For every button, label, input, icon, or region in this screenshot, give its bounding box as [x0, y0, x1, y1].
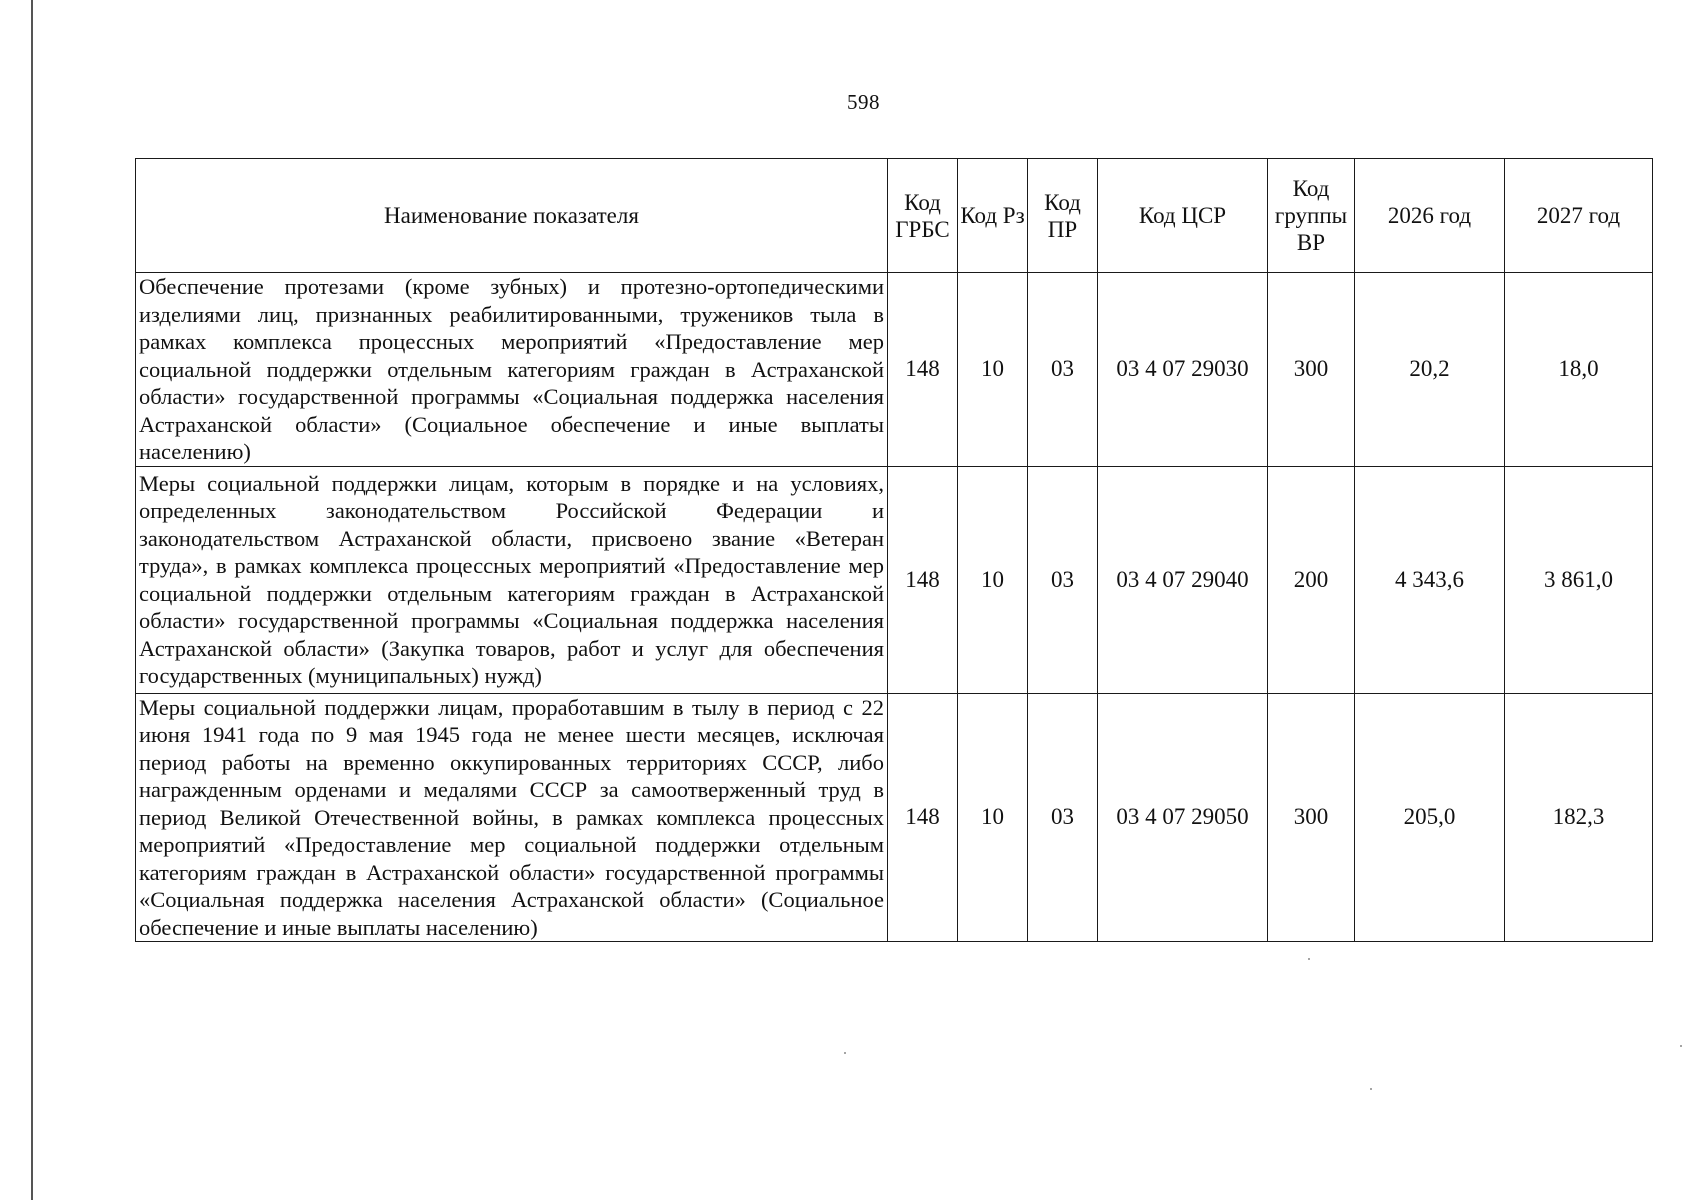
row-amount-2026: 4 343,6 [1355, 466, 1505, 693]
row-amount-2027: 18,0 [1505, 273, 1653, 467]
row-indicator-name: Меры социальной поддержки лицам, проработавшим в тылу в период с 22 июня 1941 года по 9 мая 1945 года не менее шести месяцев, исключая период работы на временно оккупированных территориях СССР, либо награжденным орденами и медалями СССР за самоотверженный труд в период Великой Отечественной войны, в рамках комплекса процессных мероприятий «Предоставление мер социальной поддержки отдельным категориям граждан в Астраханской области» государственной программы «Социальная поддержка населения Астраханской области» (Социальное обеспечение и иные выплаты населению) [136, 693, 888, 942]
header-rz-code: Код Рз [958, 159, 1028, 273]
row-pr-code: 03 [1028, 693, 1098, 942]
row-amount-2027: 3 861,0 [1505, 466, 1653, 693]
binding-edge-line [31, 0, 33, 1200]
row-amount-2026: 205,0 [1355, 693, 1505, 942]
header-indicator-name: Наименование показателя [136, 159, 888, 273]
row-csr-code: 03 4 07 29040 [1098, 466, 1268, 693]
budget-table [135, 158, 1653, 942]
row-amount-2027: 182,3 [1505, 693, 1653, 942]
scan-speck [1680, 1045, 1682, 1047]
header-vr-group-code: Код группы ВР [1268, 159, 1355, 273]
table-row [136, 466, 1653, 693]
row-vr-group-code: 200 [1268, 466, 1355, 693]
row-grbs-code: 148 [888, 466, 958, 693]
row-pr-code: 03 [1028, 466, 1098, 693]
row-rz-code: 10 [958, 273, 1028, 467]
scan-speck [1308, 958, 1310, 960]
header-year-2027: 2027 год [1505, 159, 1653, 273]
table-header-row [136, 159, 1653, 273]
row-rz-code: 10 [958, 466, 1028, 693]
row-csr-code: 03 4 07 29050 [1098, 693, 1268, 942]
row-pr-code: 03 [1028, 273, 1098, 467]
page-number: 598 [847, 90, 880, 114]
row-amount-2026: 20,2 [1355, 273, 1505, 467]
header-year-2026: 2026 год [1355, 159, 1505, 273]
row-vr-group-code: 300 [1268, 693, 1355, 942]
header-csr-code: Код ЦСР [1098, 159, 1268, 273]
row-indicator-name: Обеспечение протезами (кроме зубных) и протезно-ортопедическими изделиями лиц, признанных реабилитированными, тружеников тыла в рамках комплекса процессных мероприятий «Предоставление мер социальной поддержки отдельным категориям граждан в Астраханской области» государственной программы «Социальная поддержка населения Астраханской области» (Социальное обеспечение и иные выплаты населению) [136, 273, 888, 467]
table-row [136, 273, 1653, 467]
header-pr-code: Код ПР [1028, 159, 1098, 273]
table-row [136, 693, 1653, 942]
row-indicator-name: Меры социальной поддержки лицам, которым в порядке и на условиях, определенных законодательством Российской Федерации и законодательством Астраханской области, присвоено звание «Ветеран труда», в рамках комплекса процессных мероприятий «Предоставление мер социальной поддержки отдельным категориям граждан в Астраханской области» государственной программы «Социальная поддержка населения Астраханской области» (Закупка товаров, работ и услуг для обеспечения государственных (муниципальных) нужд) [136, 466, 888, 693]
row-vr-group-code: 300 [1268, 273, 1355, 467]
row-csr-code: 03 4 07 29030 [1098, 273, 1268, 467]
scan-speck [1370, 1088, 1372, 1090]
row-grbs-code: 148 [888, 693, 958, 942]
header-grbs-code: Код ГРБС [888, 159, 958, 273]
scan-speck [844, 1052, 846, 1054]
row-grbs-code: 148 [888, 273, 958, 467]
row-rz-code: 10 [958, 693, 1028, 942]
